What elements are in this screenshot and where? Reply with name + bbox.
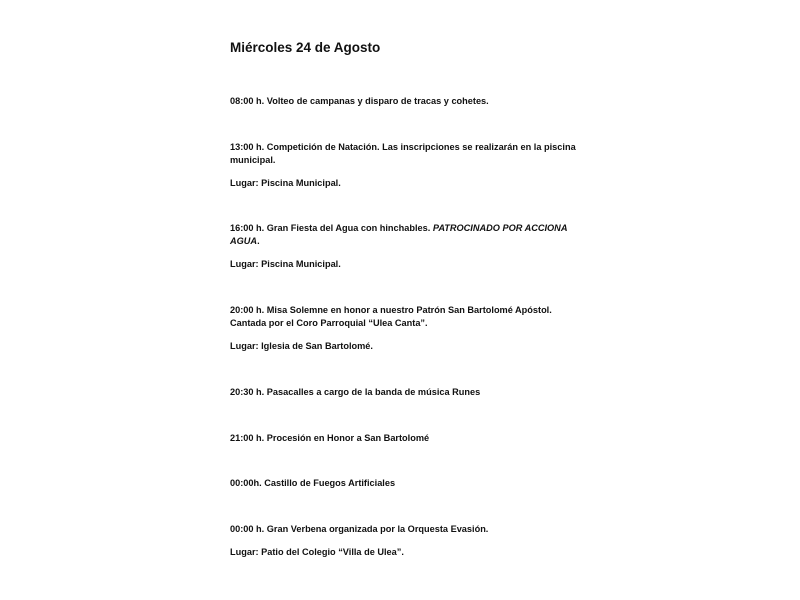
event-1600-text-end: .: [257, 236, 260, 246]
event-1600-sponsor: PATROCINADO POR ACCIONA AGUA: [230, 223, 568, 246]
event-1300-place: Lugar: Piscina Municipal.: [230, 178, 341, 188]
event-0800-text: 08:00 h. Volteo de campanas y disparo de tracas y cohetes.: [230, 96, 489, 106]
event-0000-verbena-text: 00:00 h. Gran Verbena organizada por la Orquesta Evasión.: [230, 524, 489, 534]
document-page: [230, 0, 590, 600]
event-1600-text-main: 16:00 h. Gran Fiesta del Agua con hinchables.: [230, 223, 433, 233]
event-2030-text: 20:30 h. Pasacalles a cargo de la banda de música Runes: [230, 387, 481, 397]
event-2000-place: Lugar: Iglesia de San Bartolomé.: [230, 341, 373, 351]
event-1600-place: Lugar: Piscina Municipal.: [230, 259, 341, 269]
event-2100-text: 21:00 h. Procesión en Honor a San Bartolomé: [230, 433, 430, 443]
event-0000-verbena-place: Lugar: Patio del Colegio “Villa de Ulea”.: [230, 547, 404, 557]
page-title: Miércoles 24 de Agosto: [230, 40, 381, 55]
event-2000-line2: Cantada por el Coro Parroquial “Ulea Canta”.: [230, 318, 428, 328]
event-2000-line1: 20:00 h. Misa Solemne en honor a nuestro Patrón San Bartolomé Apóstol.: [230, 305, 552, 315]
event-1600-text: [230, 222, 585, 248]
event-1300-text: 13:00 h. Competición de Natación. Las inscripciones se realizarán en la piscina municipal.: [230, 142, 576, 165]
event-0000-fireworks-text: 00:00h. Castillo de Fuegos Artificiales: [230, 478, 396, 488]
